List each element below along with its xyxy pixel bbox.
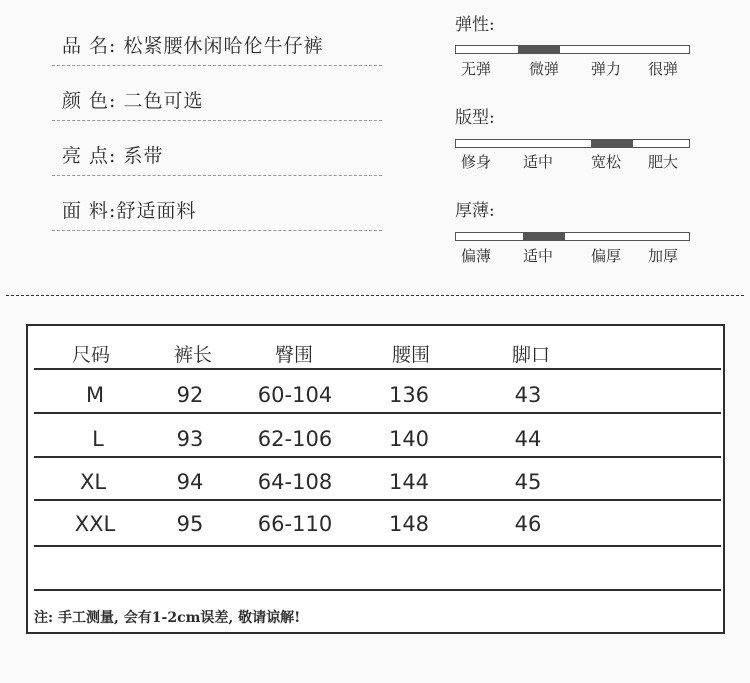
header-hip: 臀围 xyxy=(274,344,313,366)
info-row-name xyxy=(52,25,382,66)
cell-size: M xyxy=(85,383,105,407)
elasticity-title: 弹性: xyxy=(455,15,495,35)
measurement-note: 注: 手工测量, 会有1-2cm误差, 敬请谅解! xyxy=(34,610,301,626)
cell-hip: 60-104 xyxy=(257,383,333,407)
fit-label-4: 肥大 xyxy=(648,153,679,171)
thickness-bar xyxy=(455,232,690,241)
size-table xyxy=(26,324,725,634)
cell-length: 95 xyxy=(176,512,204,536)
thickness-label-1: 偏薄 xyxy=(461,247,492,265)
elasticity-label-3: 弹力 xyxy=(591,60,622,78)
elasticity-label-4: 很弹 xyxy=(648,60,679,78)
cell-length: 92 xyxy=(176,383,204,407)
fit-title: 版型: xyxy=(455,108,495,128)
fit-bar xyxy=(455,139,690,148)
cell-leg-opening: 43 xyxy=(514,383,542,407)
table-rule xyxy=(34,368,721,370)
cell-hip: 64-108 xyxy=(257,470,333,494)
header-waist: 腰围 xyxy=(391,344,430,366)
fit-marker xyxy=(591,139,633,148)
fit-label-1: 修身 xyxy=(461,153,492,171)
cell-waist: 148 xyxy=(388,512,430,536)
thickness-label-4: 加厚 xyxy=(648,247,679,265)
cell-size: L xyxy=(92,427,104,451)
header-size: 尺码 xyxy=(71,344,110,366)
info-row-highlight xyxy=(52,135,382,176)
cell-length: 93 xyxy=(176,427,204,451)
table-rule xyxy=(34,499,721,501)
cell-waist: 144 xyxy=(388,470,430,494)
cell-leg-opening: 45 xyxy=(514,470,542,494)
cell-hip: 62-106 xyxy=(257,427,333,451)
table-rule xyxy=(34,412,721,414)
product-color: 颜 色: 二色可选 xyxy=(62,90,204,112)
elasticity-marker xyxy=(518,45,560,54)
info-row-color xyxy=(52,80,382,121)
thickness-title: 厚薄: xyxy=(455,201,495,221)
header-leg-opening: 脚口 xyxy=(511,344,550,366)
header-length: 裤长 xyxy=(173,344,212,366)
cell-waist: 140 xyxy=(388,427,430,451)
info-row-fabric xyxy=(52,190,382,231)
cell-hip: 66-110 xyxy=(257,512,333,536)
fit-label-2: 适中 xyxy=(523,153,554,171)
cell-leg-opening: 44 xyxy=(514,427,542,451)
product-fabric: 面 料:舒适面料 xyxy=(62,200,197,222)
elasticity-label-1: 无弹 xyxy=(461,60,492,78)
thickness-label-3: 偏厚 xyxy=(591,247,622,265)
section-divider xyxy=(6,295,744,296)
product-name: 品 名: 松紧腰休闲哈伦牛仔裤 xyxy=(62,35,324,57)
elasticity-bar xyxy=(455,45,690,54)
thickness-marker xyxy=(523,232,565,241)
cell-waist: 136 xyxy=(388,383,430,407)
elasticity-label-2: 微弹 xyxy=(529,60,560,78)
table-rule xyxy=(34,456,721,458)
product-highlight: 亮 点: 系带 xyxy=(62,145,164,167)
table-rule xyxy=(34,589,721,591)
fit-label-3: 宽松 xyxy=(591,153,622,171)
cell-size: XL xyxy=(79,470,107,494)
cell-size: XXL xyxy=(74,512,116,536)
cell-leg-opening: 46 xyxy=(514,512,542,536)
cell-length: 94 xyxy=(176,470,204,494)
thickness-label-2: 适中 xyxy=(523,247,554,265)
table-rule xyxy=(34,545,721,547)
